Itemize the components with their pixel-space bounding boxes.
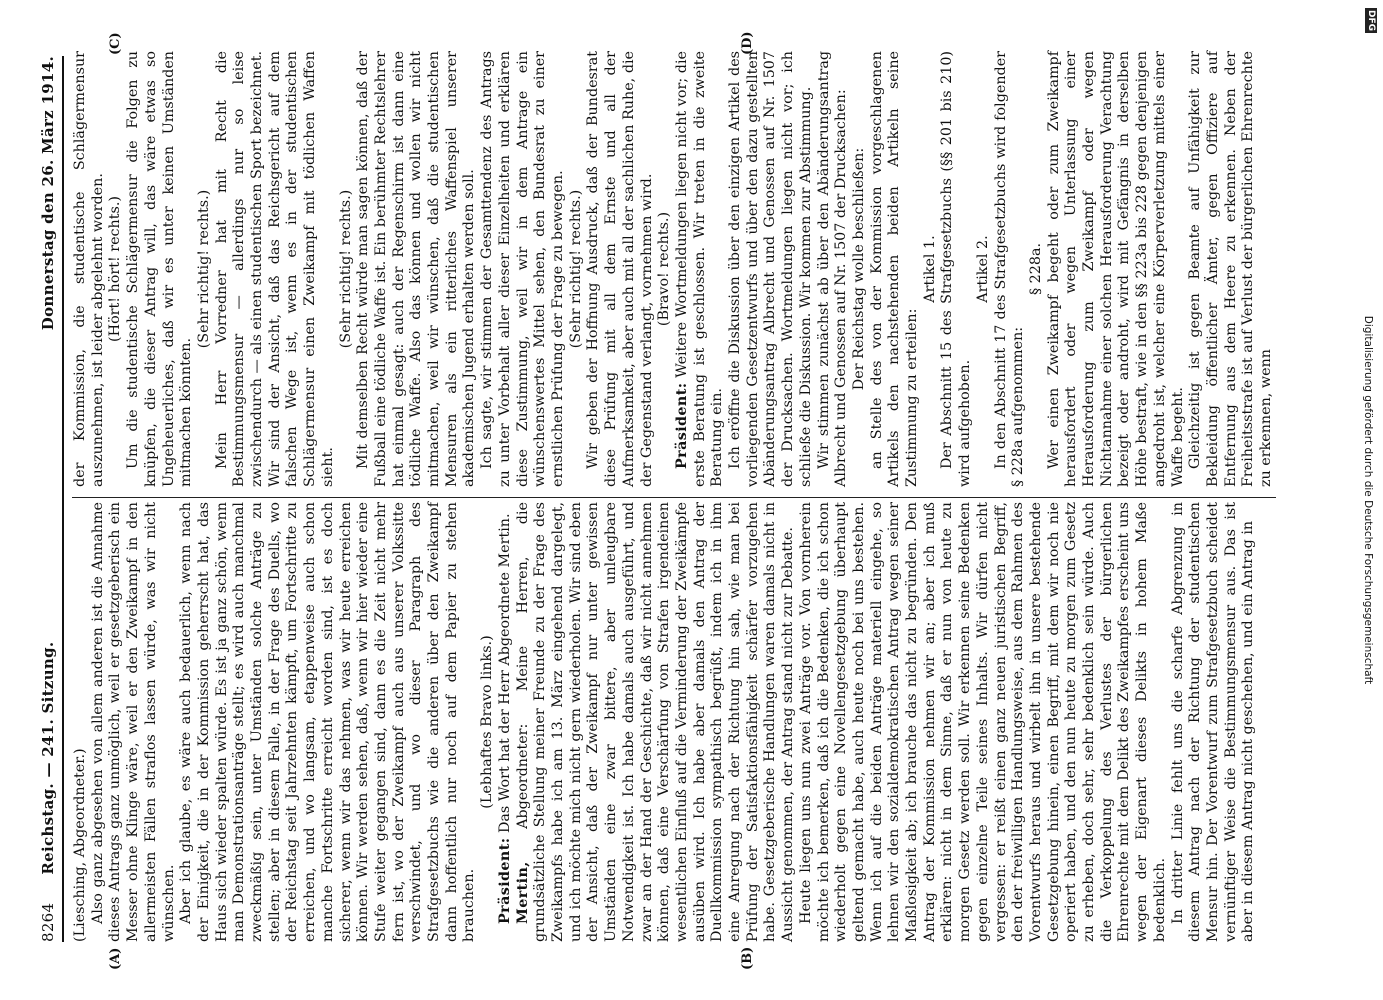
right-column-paragraph: Ich eröffne die Diskussion über den einzigen Artikel des vorliegenden Gesetzentwurfs und über den dazu gestellten Abänderungsantrag Albrecht und Genossen auf Nr. 1507 der Drucksachen. Wortmeldungen liegen nicht vor; ich schließe die Diskussion. Wir kommen zur Abstimmung. (727, 51, 814, 487)
header-title: Reichstag. — 241. Sitzung. (39, 641, 57, 875)
right-column-paragraph: Der Reichstag wolle beschließen: (850, 147, 867, 391)
speech-text: Abgeordneter: Meine Herren, die grundsätzliche Stellung meiner Freunde zu der Frage des Zweikampfs habe ich am 13. März eingehend dargelegt, und ich möchte mich nicht gern wiederholen. Wir sind eben der Ansicht, daß der Zweikampf nur unter gewissen Umständen eine zwar bittere, aber unleugbare Notwendigkeit ist. Ich habe damals auch ausgeführt, und zwar an der Hand der Geschichte, daß wir nicht annehmen können, daß eine Verschärfung von Strafen irgendeinen wesentlichen Einfluß auf die Verminderung der Zweikämpfe ausüben wird. Ich habe aber damals den Antrag der Duellkommission sympathisch begrüßt, indem ich in ihm eine Anregung nach der Richtung hin sah, wie man bei Prüfung der Satisfaktionsfähigkeit schärfer vorzugehen habe. Gesetzgeberische Handlungen waren damals nicht in Aussicht genommen, der Antrag stand nicht zur Debatte. (514, 502, 797, 942)
right-column-paragraph: Um die studentische Schlägermensur die Folgen zu knüpfen, die dieser Antrag will, das wäre etwas so Ungeheuerliches, daß wir es unter keinen Umständen mitmachen könnten. (125, 51, 195, 487)
header-date: Donnerstag den 26. März 1914. (39, 56, 57, 331)
speech-text: Weitere Wortmeldungen liegen nicht vor; die erste Beratung ist geschlossen. Wir treten in die zweite Beratung ein. (673, 51, 726, 487)
left-column-paragraph: Aber ich glaube, es wäre auch bedauerlich, wenn nach der Einigkeit, die in der Kommission geherrscht hat, das Haus sich wieder spalten würde. Es ist ja ganz schön, wenn man Demonstrationsanträge stellt; es wird auch manchmal zweckmäßig sein, unter Umständen solche Anträge zu stellen; aber in diesem Falle, in der Frage des Duells, wo der Reichstag seit Jahrzehnten kämpft, um Fortschritte zu erreichen, und wo langsam, etappenweise auch schon manche Fortschritte erreicht worden sind, ist es doch sicherer, wenn wir das nehmen, was wir heute erreichen können. Wir werden sehen, daß, wenn wir hier wieder eine Stufe weiter gegangen sind, dann es die Zeit nicht mehr fern ist, wo der Zweikampf auch aus unserer Volkssitte verschwindet, und wo dieser Paragraph des Strafgesetzbuchs wie die anderen über den Zweikampf dann hoffentlich nur noch auf dem Papier zu stehen brauchen. (178, 502, 478, 942)
left-column (72, 502, 1258, 942)
right-column-paragraph: Mit demselben Recht würde man sagen können, daß der Fußball eine tödliche Waffe ist. Ein berühmter Rechtslehrer hat einmal gesagt: auch der Regenschirm ist dann eine tödliche Waffe. Also das können und wollen wir nicht mitmachen, weil wir wünschen, daß die studentischen Mensuren als ein ritterliches Waffenspiel unserer akademischen Jugend erhalten werden soll. (355, 51, 478, 487)
right-column-paragraph: (Sehr richtig! rechts.) (567, 189, 584, 349)
right-column-paragraph: der Kommission, die studentische Schlägermensur auszunehmen, ist leider abgelehnt worden. (72, 51, 106, 487)
right-column-paragraph: Wer einen Zweikampf begeht oder zum Zweikampf herausfordert oder wegen Unterlassung einer Herausforderung zum Zweikampf oder wegen Nichtannahme einer solchen Herausforderung Verachtung bezeigt oder androht, wird mit Gefängnis in derselben Höhe bestraft, wie in den §§ 223a bis 228 gegen denjenigen angedroht ist, welcher eine Körperverletzung mittels einer Waffe begeht. (1045, 51, 1186, 487)
left-column-paragraph: (Lebhaftes Bravo links.) (479, 635, 496, 809)
digitization-strip (1357, 8, 1379, 992)
right-column-paragraph: (Sehr richtig! rechts.) (195, 189, 212, 349)
margin-marker-b: (B) (740, 946, 755, 970)
margin-marker-d: (D) (740, 31, 755, 55)
right-column-paragraph: Wir stimmen zunächst ab über den Abänderungsantrag Albrecht und Genossen auf Nr. 1507 der Drucksachen: (815, 51, 850, 487)
right-column-paragraph: Mein Herr Vorredner hat mit Recht die Bestimmungsmensur — allerdings nur so leise zwischendurch — als einen studentischen Sport bezeichnet. Wir sind der Ansicht, daß das Reichsgericht auf dem falschen Wege ist, wenn es in der studentischen Schlägermensur einen Zweikampf mit tödlichen Waffen sieht. (213, 50, 336, 487)
right-column-paragraph: (Bravo! rechts.) (656, 211, 673, 327)
right-column-paragraph: Der Abschnitt 15 des Strafgesetzbuchs (§§ 201 bis 210) wird aufgehoben. (939, 51, 974, 487)
right-column-paragraph: (Hört! hört! rechts.) (107, 196, 124, 342)
right-column-paragraph (674, 51, 727, 487)
right-column-paragraph: Artikel 1. (921, 235, 938, 303)
left-column-paragraph: Heute liegen uns nun zwei Anträge vor. Von vornherein möchte ich bemerken, daß ich die Bedenken, die ich schon wiederholt gegen eine Novellengesetzgebung überhaupt geltend gemacht habe, auch heute noch bei uns bestehen. Wenn ich auf die beiden Anträge materiell eingehe, so lehnen wir den sozialdemokratischen Antrag wegen seiner Maßlosigkeit ab; ich brauche das nicht zu begründen. Den Antrag der Kommission nehmen wir an; aber ich muß erklären: nicht in dem Sinne, daß er nun von heute zu morgen Gesetz werden soll. Wir erkennen seine Bedenken gegen einzelne Teile seines Inhalts. Wir dürfen nicht vergessen: er reißt einen ganz neuen juristischen Begriff, den der freiwilligen Handlungsweise, aus dem Rahmen des Vorentwurfs heraus und wirbelt ihn in unsere bestehende Gesetzgebung hinein, einen Begriff, mit dem wir noch nie operiert haben, und den nun heute zu morgen zum Gesetz zu erheben, doch sehr, sehr bedenklich sein würde. Auch die Verkoppelung des Verlustes der bürgerlichen Ehrenrechte mit dem Delikt des Zweikampfes erscheint uns wegen der Eigenart dieses Delikts in hohem Maße bedenklich. (797, 502, 1168, 942)
margin-marker-a: (A) (108, 947, 123, 970)
left-column-paragraph: In dritter Linie fehlt uns die scharfe Abgrenzung in diesem Antrag nach der Richtung der studentischen Mensur hin. Der Vorentwurf zum Strafgesetzbuch scheidet vernünftiger Weise die Bestimmungsmensur aus. Das ist aber in diesem Antrag nicht geschehen, und ein Antrag in (1169, 502, 1257, 942)
margin-marker-c: (C) (108, 32, 123, 55)
right-column-paragraph: In den Abschnitt 17 des Strafgesetzbuchs wird folgender § 228a aufgenommen: (992, 51, 1027, 487)
dfg-logo: DFG (1366, 10, 1376, 32)
speaker-name: Mertin, (514, 861, 531, 924)
right-column-paragraph: § 228a. (1027, 242, 1044, 296)
left-column-paragraph: (Liesching, Abgeordneter.) (72, 748, 88, 942)
right-column-paragraph: Ich sagte, wir stimmen der Gesamttendenz des Antrags zu unter Vorbehalt aller dieser Einzelheiten und erklären diese Zustimmung, weil wir in dem Antrage ein wünschenswertes Mittel sehen, den Bundesrat zu einer ernstlichen Prüfung der Frage zu bewegen. (479, 51, 566, 487)
digitization-credit: Digitalisierung gefördert durch die Deutsche Forschungsgemeinschaft (1362, 315, 1374, 685)
speech-text: Das Wort hat der Herr Abgeordnete Mertin. (496, 513, 513, 838)
page-header (34, 56, 64, 942)
right-column-paragraph: an Stelle des von der Kommission vorgeschlagenen Artikels den nachstehenden beiden Artikeln seine Zustimmung zu erteilen: (868, 51, 921, 487)
left-column-paragraph (497, 502, 515, 942)
page-number: 8264 (39, 902, 57, 942)
right-column-paragraph: Artikel 2. (974, 235, 991, 303)
left-column-paragraph (515, 502, 798, 942)
speaker-name: Präsident: (673, 382, 690, 469)
speaker-name: Präsident: (496, 837, 513, 924)
left-column-paragraph: Also ganz abgesehen von allem anderen ist die Annahme dieses Antrags ganz unmöglich, weil er gesetzgeberisch ein Messer ohne Klinge wäre, weil er den Zweikampf in den allermeisten Fällen straflos lassen würde, was wir nicht wünschen. (89, 502, 177, 942)
right-column (72, 51, 1276, 498)
right-column-paragraph: Wir geben der Hoffnung Ausdruck, daß der Bundesrat diese Prüfung mit all dem Ernste und all der Aufmerksamkeit, aber auch mit all der sachlichen Ruhe, die der Gegenstand verlangt, vornehmen wird. (585, 51, 655, 487)
right-column-paragraph: (Sehr richtig! rechts.) (337, 189, 354, 349)
right-column-paragraph: Gleichzeitig ist gegen Beamte auf Unfähigkeit zur Bekleidung öffentlicher Ämter, gegen Offiziere auf Entfernung aus dem Heere zu erkennen. Neben der Freiheitsstrafe ist auf Verlust der bürgerlichen Ehrenrechte zu erkennen, wenn (1187, 51, 1275, 487)
